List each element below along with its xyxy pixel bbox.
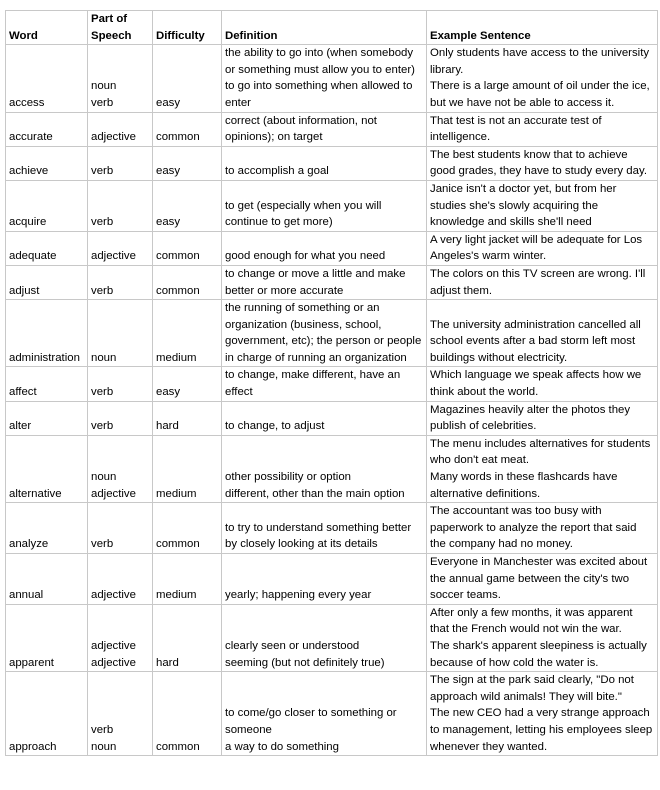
cell-example: The best students know that to achieve good grades, they have to study every day. xyxy=(427,146,658,180)
cell-definition: to accomplish a goal xyxy=(222,146,427,180)
cell-part-of-speech: adjective adjective xyxy=(88,604,153,671)
table-row xyxy=(6,503,658,554)
cell-example: The university administration cancelled all school events after a bad storm left most buildings without electricity. xyxy=(427,300,658,367)
cell-example: The sign at the park said clearly, "Do not approach wild animals! They will bite." The new CEO had a very strange approach to management, letting his employees sleep whenever they wanted. xyxy=(427,672,658,756)
cell-example: Which language we speak affects how we think about the world. xyxy=(427,367,658,401)
table-row xyxy=(6,300,658,367)
cell-definition: to change, to adjust xyxy=(222,401,427,435)
cell-part-of-speech: verb noun xyxy=(88,672,153,756)
table-row xyxy=(6,401,658,435)
cell-difficulty: hard xyxy=(153,401,222,435)
cell-definition: other possibility or option different, other than the main option xyxy=(222,435,427,502)
cell-difficulty: common xyxy=(153,231,222,265)
vocabulary-table xyxy=(5,10,658,756)
cell-example: Magazines heavily alter the photos they publish of celebrities. xyxy=(427,401,658,435)
cell-definition: to change or move a little and make better or more accurate xyxy=(222,265,427,299)
header-part-of-speech: Part of Speech xyxy=(88,11,153,45)
cell-example: That test is not an accurate test of intelligence. xyxy=(427,112,658,146)
cell-difficulty: easy xyxy=(153,146,222,180)
cell-part-of-speech: noun xyxy=(88,300,153,367)
table-row xyxy=(6,231,658,265)
cell-definition: correct (about information, not opinions); on target xyxy=(222,112,427,146)
cell-word: adjust xyxy=(6,265,88,299)
cell-word: apparent xyxy=(6,604,88,671)
cell-difficulty: easy xyxy=(153,45,222,112)
cell-definition: the running of something or an organization (business, school, government, etc); the person or people in charge of running an organization xyxy=(222,300,427,367)
cell-difficulty: common xyxy=(153,672,222,756)
cell-definition: to come/go closer to something or someone a way to do something xyxy=(222,672,427,756)
cell-example: A very light jacket will be adequate for Los Angeles's warm winter. xyxy=(427,231,658,265)
cell-word: acquire xyxy=(6,180,88,231)
header-example-sentence: Example Sentence xyxy=(427,11,658,45)
table-row xyxy=(6,180,658,231)
cell-difficulty: hard xyxy=(153,604,222,671)
table-row xyxy=(6,112,658,146)
cell-difficulty: common xyxy=(153,265,222,299)
table-row xyxy=(6,604,658,671)
cell-definition: good enough for what you need xyxy=(222,231,427,265)
cell-part-of-speech: verb xyxy=(88,146,153,180)
cell-word: approach xyxy=(6,672,88,756)
cell-word: adequate xyxy=(6,231,88,265)
table-row xyxy=(6,265,658,299)
table-row xyxy=(6,672,658,756)
cell-part-of-speech: verb xyxy=(88,265,153,299)
cell-definition: yearly; happening every year xyxy=(222,554,427,605)
cell-part-of-speech: adjective xyxy=(88,554,153,605)
cell-word: affect xyxy=(6,367,88,401)
cell-word: alter xyxy=(6,401,88,435)
cell-part-of-speech: noun verb xyxy=(88,45,153,112)
cell-example: Only students have access to the university library. There is a large amount of oil under the ice, but we have not be able to access it. xyxy=(427,45,658,112)
cell-part-of-speech: adjective xyxy=(88,231,153,265)
cell-part-of-speech: verb xyxy=(88,503,153,554)
cell-word: achieve xyxy=(6,146,88,180)
cell-definition: the ability to go into (when somebody or something must allow you to enter) to go into something when allowed to enter xyxy=(222,45,427,112)
table-row xyxy=(6,435,658,502)
cell-example: The colors on this TV screen are wrong. I'll adjust them. xyxy=(427,265,658,299)
table-row xyxy=(6,367,658,401)
cell-part-of-speech: verb xyxy=(88,401,153,435)
cell-example: The accountant was too busy with paperwork to analyze the report that said the company had no money. xyxy=(427,503,658,554)
cell-example: After only a few months, it was apparent that the French would not win the war. The shark's apparent sleepiness is actually because of how cold the water is. xyxy=(427,604,658,671)
header-row xyxy=(6,11,658,45)
header-definition: Definition xyxy=(222,11,427,45)
cell-word: annual xyxy=(6,554,88,605)
cell-word: alternative xyxy=(6,435,88,502)
cell-part-of-speech: verb xyxy=(88,367,153,401)
cell-difficulty: common xyxy=(153,503,222,554)
table-row xyxy=(6,146,658,180)
table-row xyxy=(6,554,658,605)
cell-word: accurate xyxy=(6,112,88,146)
cell-difficulty: common xyxy=(153,112,222,146)
cell-part-of-speech: adjective xyxy=(88,112,153,146)
cell-definition: to change, make different, have an effect xyxy=(222,367,427,401)
cell-word: analyze xyxy=(6,503,88,554)
cell-word: access xyxy=(6,45,88,112)
cell-definition: clearly seen or understood seeming (but not definitely true) xyxy=(222,604,427,671)
cell-example: Everyone in Manchester was excited about the annual game between the city's two soccer teams. xyxy=(427,554,658,605)
cell-difficulty: medium xyxy=(153,300,222,367)
cell-difficulty: medium xyxy=(153,554,222,605)
cell-definition: to get (especially when you will continue to get more) xyxy=(222,180,427,231)
header-word: Word xyxy=(6,11,88,45)
cell-difficulty: easy xyxy=(153,180,222,231)
cell-part-of-speech: noun adjective xyxy=(88,435,153,502)
cell-example: Janice isn't a doctor yet, but from her studies she's slowly acquiring the knowledge and skills she'll need xyxy=(427,180,658,231)
cell-definition: to try to understand something better by closely looking at its details xyxy=(222,503,427,554)
cell-difficulty: easy xyxy=(153,367,222,401)
cell-example: The menu includes alternatives for students who don't eat meat. Many words in these flashcards have alternative definitions. xyxy=(427,435,658,502)
table-row xyxy=(6,45,658,112)
header-difficulty: Difficulty xyxy=(153,11,222,45)
cell-difficulty: medium xyxy=(153,435,222,502)
cell-part-of-speech: verb xyxy=(88,180,153,231)
cell-word: administration xyxy=(6,300,88,367)
